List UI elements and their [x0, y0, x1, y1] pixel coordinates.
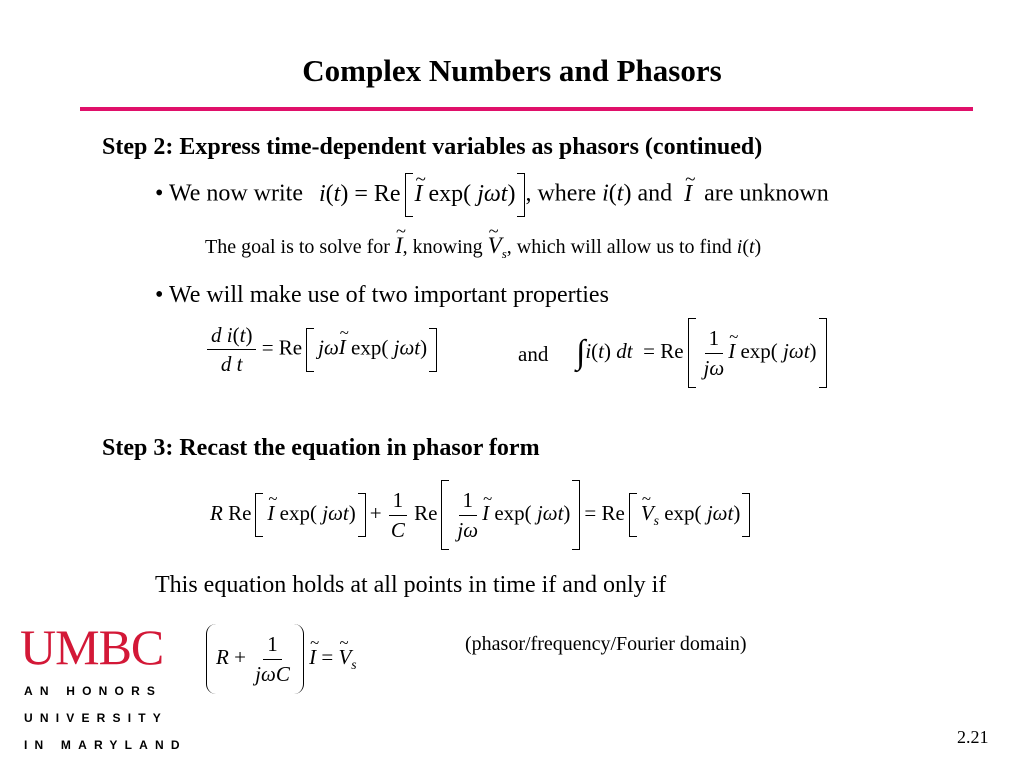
equation-i-of-t: i(t) = Re~ I exp( jωt)	[319, 181, 525, 207]
bullet-1: • We now write i(t) = Re~ I exp( jωt) , where i(t) and ~ I are unknown	[155, 173, 829, 217]
logo-line-3: IN MARYLAND	[24, 738, 187, 752]
prop-and: and	[518, 342, 549, 366]
bullet-1-prefix: • We now write	[155, 180, 303, 207]
goal-prefix: The goal is to solve for	[205, 236, 390, 258]
integral-property: ∫i(t) dt = Re $\frac{1}{j\omega}$ ~ I exp( jωt)	[576, 318, 827, 388]
slide-title: Complex Numbers and Phasors	[302, 53, 722, 88]
derivative-property: $\frac{\text{d i(t)}}{\text{d t}}$ = Re jω~ I exp( jωt)	[207, 323, 437, 376]
bullet-1-where: , where	[525, 180, 597, 207]
frequency-domain-equation: R + $\frac{1}{\text{jωC}}$ ~ I = ~ $V_s$	[206, 624, 357, 694]
goal-line: The goal is to solve for ~ I, knowing ~ $V_s$, which will allow us to find i(t)	[205, 233, 761, 262]
logo-line-2: UNIVERSITY	[24, 711, 169, 725]
logo-line-1: AN HONORS	[24, 684, 163, 698]
bullet-1-and: and	[637, 180, 673, 207]
title-divider	[80, 107, 973, 111]
bullet-1-suffix: are unknown	[704, 180, 829, 207]
phasor-equation: R Re~ I exp( jωt) + $\frac{1}{C}$ Re $\frac{1}{j\omega}$ ~ I exp( jωt) = Re~ $V_s$ exp( jωt)	[210, 480, 750, 550]
goal-suffix: , which will allow us to find	[506, 236, 732, 258]
step3-heading: Step 3: Recast the equation in phasor form	[102, 435, 540, 461]
umbc-logo: UMBC	[20, 619, 164, 675]
holds-text: This equation holds at all points in time if and only if	[155, 572, 667, 598]
page-number: 2.21	[957, 727, 989, 747]
goal-knowing: , knowing	[402, 236, 483, 258]
bullet-2: • We will make use of two important properties	[155, 282, 609, 308]
step2-heading: Step 2: Express time-dependent variables as phasors (continued)	[102, 134, 763, 160]
domain-note: (phasor/frequency/Fourier domain)	[465, 633, 747, 655]
